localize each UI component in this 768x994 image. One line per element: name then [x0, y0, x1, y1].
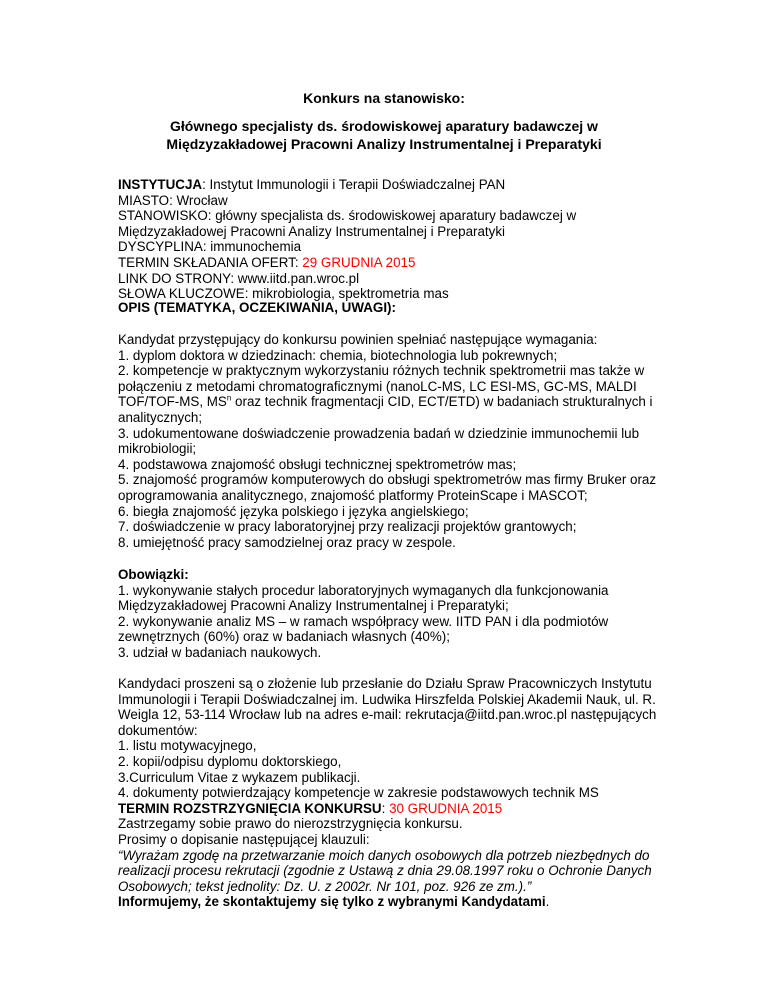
application-line-1: Kandydaci proszeni są o złożenie lub przesłanie do Działu Spraw Pracowniczych Instytutu	[118, 676, 652, 691]
requirement-8: 8. umiejętność pracy samodzielnej oraz pracy w zespole.	[118, 534, 456, 550]
duty-2-line-1: 2. wykonywanie analiz MS – w ramach współpracy wew. IITD PAN i dla podmiotów	[118, 613, 609, 629]
requirement-1: 1. dyplom doktora w dziedzinach: chemia, biotechnologia lub pokrewnych;	[118, 347, 558, 363]
requirement-2-line-1: 2. kompetencje w praktycznym wykorzystaniu różnych technik spektrometrii mas także w	[118, 363, 645, 379]
duty-1-line-1: 1. wykonywanie stałych procedur laboratoryjnych wymaganych dla funkcjonowania	[118, 582, 609, 598]
document-title: Konkurs na stanowisko:	[303, 90, 465, 106]
document-item-1: 1. listu motywacyjnego,	[118, 738, 257, 754]
deadline-line	[118, 255, 658, 271]
duty-1-line-2: Międzyzakładowej Pracowni Analizy Instrumentalnej i Preparatyki;	[118, 598, 509, 614]
requirement-2-line-3-end: oraz technik fragmentacji CID, ECT/ETD) w badaniach strukturalnych i	[231, 394, 653, 410]
position-heading	[0, 117, 768, 153]
application-block	[118, 676, 658, 910]
position-line-2: Międzyzakładowej Pracowni Analizy Instrumentalnej i Preparatyki	[118, 223, 506, 239]
requirement-2-line-3-start: TOF/TOF-MS, MS	[118, 394, 227, 410]
document-item-3: 3.Curriculum Vitae z wykazem publikacji.	[118, 769, 361, 785]
requirement-2-line-3	[118, 394, 658, 410]
resolution-date: 30 GRUDNIA 2015	[389, 800, 503, 816]
application-line-4: dokumentów:	[118, 722, 198, 738]
deadline-date: 29 GRUDNIA 2015	[302, 254, 416, 270]
requirement-2-line-2: połączeniu z metodami chromatograficznymi (nanoLC-MS, LC ESI-MS, GC-MS, MALDI	[118, 378, 637, 394]
final-note-dot: .	[545, 894, 550, 910]
application-line-3: Weigla 12, 53-114 Wrocław lub na adres e-mail: rekrutacja@iitd.pan.wroc.pl następujących	[118, 707, 657, 723]
duties-block	[118, 567, 658, 661]
description-heading: OPIS (TEMATYKA, OCZEKIWANIA, UWAGI):	[118, 300, 396, 315]
clause-line-1: “Wyrażam zgodę na przetwarzanie moich danych osobowych dla potrzeb niezbędnych do	[118, 847, 650, 863]
institution-value: : Instytut Immunologii i Terapii Doświadczalnej PAN	[202, 177, 506, 192]
requirement-3-line-2: mikrobiologii;	[118, 441, 197, 457]
requirement-7: 7. doświadczenie w pracy laboratoryjnej przy realizacji projektów grantowych;	[118, 519, 577, 535]
superscript-n: n	[226, 393, 232, 403]
requirement-4: 4. podstawowa znajomość obsługi technicznej spektrometrów mas;	[118, 456, 517, 472]
resolution-line	[118, 801, 658, 817]
position-heading-line-1: Głównego specjalisty ds. środowiskowej aparatury badawczej w	[170, 118, 598, 134]
requirement-5-line-1: 5. znajomość programów komputerowych do obsługi spektrometrów mas firmy Bruker oraz	[118, 472, 657, 488]
duties-heading: Obowiązki:	[118, 567, 189, 582]
requirement-5-line-2: oprogramowania analitycznego, znajomość platformy ProteinScape i MASCOT;	[118, 487, 588, 503]
requirement-3-line-1: 3. udokumentowane doświadczenie prowadzenia badań w dziedzinie immunochemii lub	[118, 425, 640, 441]
city-line: MIASTO: Wrocław	[118, 192, 228, 208]
final-note	[118, 894, 658, 910]
website-line: LINK DO STRONY: www.iitd.pan.wroc.pl	[118, 270, 360, 286]
clause-line-3: Osobowych; tekst jednolity: Dz. U. z 2002r. Nr 101, poz. 926 ze zm.).”	[118, 878, 532, 894]
requirements-block	[118, 332, 658, 550]
clause-line-2: realizacji procesu rekrutacji (zgodnie z Ustawą z dnia 29.08.1997 roku o Ochronie Danych	[118, 863, 652, 879]
resolution-label: TERMIN ROZSTRZYGNIĘCIA KONKURSU	[118, 800, 382, 816]
position-heading-line-2: Międzyzakładowej Pracowni Analizy Instrumentalnej i Preparatyki	[166, 136, 602, 152]
position-line-1: STANOWISKO: główny specjalista ds. środowiskowej aparatury badawczej w	[118, 208, 577, 224]
document-item-4: 4. dokumenty potwierdzający kompetencje w zakresie podstawowych technik MS	[118, 785, 599, 801]
deadline-label: TERMIN SKŁADANIA OFERT:	[118, 254, 303, 270]
clause-intro: Prosimy o dopisanie następującej klauzuli:	[118, 831, 370, 847]
info-block	[118, 177, 658, 302]
institution-line	[118, 177, 658, 193]
requirement-6: 6. biegła znajomość języka polskiego i języka angielskiego;	[118, 503, 469, 519]
reserve-line: Zastrzegamy sobie prawo do nierozstrzygnięcia konkursu.	[118, 816, 463, 832]
keywords-line: SŁOWA KLUCZOWE: mikrobiologia, spektrometria mas	[118, 286, 449, 302]
requirement-2-line-4: analitycznych;	[118, 409, 203, 425]
discipline-line: DYSCYPLINA: immunochemia	[118, 239, 302, 255]
document-item-2: 2. kopii/odpisu dyplomu doktorskiego,	[118, 753, 342, 769]
duty-3: 3. udział w badaniach naukowych.	[118, 644, 322, 660]
application-line-2: Immunologii i Terapii Doświadczalnej im. Ludwika Hirszfelda Polskiej Akademii Nauk, ul. R.	[118, 691, 656, 707]
requirements-intro: Kandydat przystępujący do konkursu powinien spełniać następujące wymagania:	[118, 332, 598, 347]
resolution-colon: :	[381, 800, 390, 816]
institution-label: INSTYTUCJA	[118, 177, 203, 192]
final-note-bold: Informujemy, że skontaktujemy się tylko z wybranymi Kandydatami	[118, 894, 546, 910]
duty-2-line-2: zewnętrznych (60%) oraz w badaniach własnych (40%);	[118, 629, 450, 645]
